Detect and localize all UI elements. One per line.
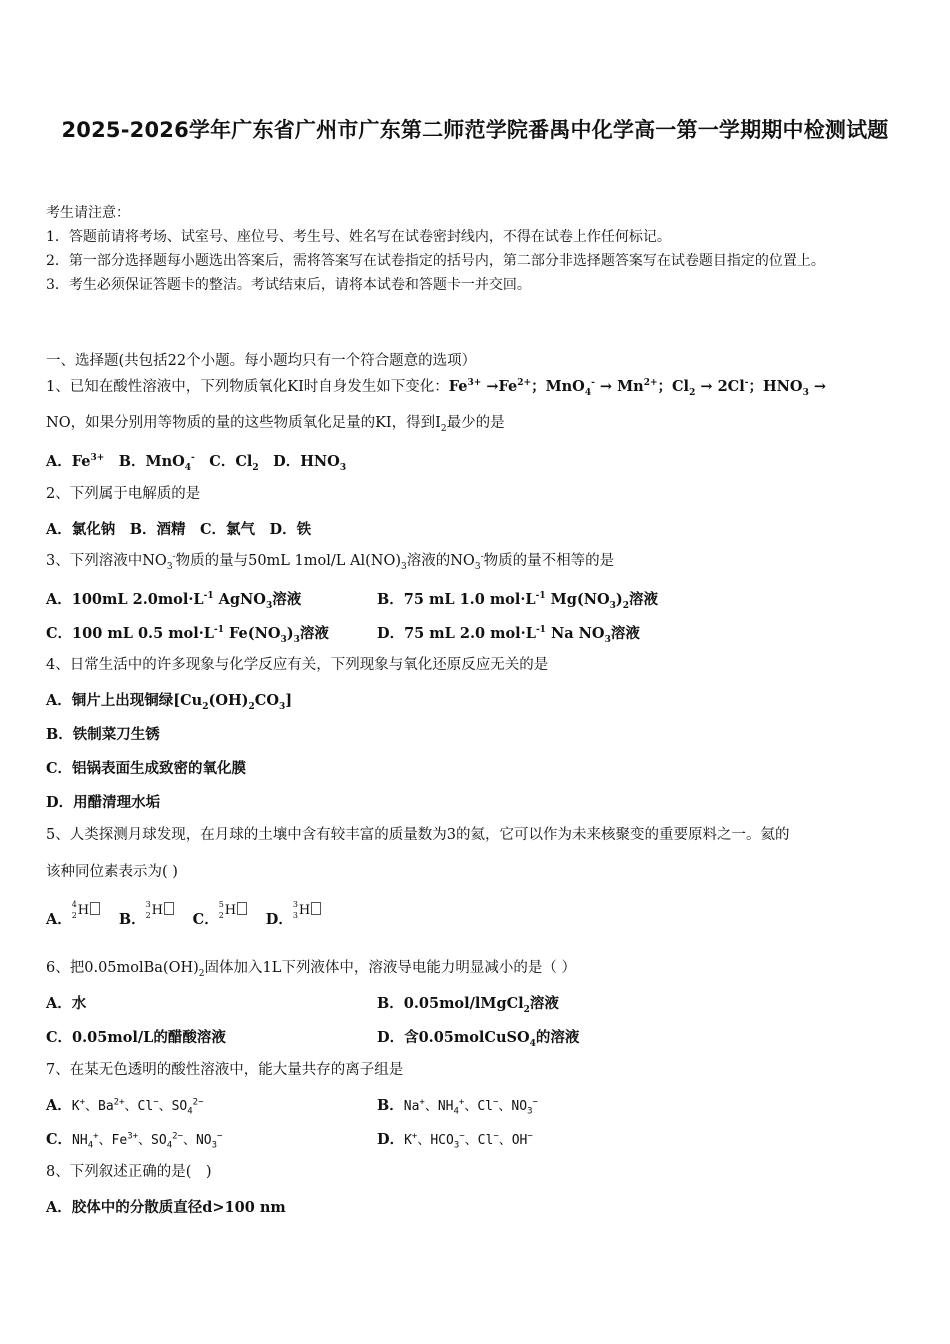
question-3: 3、下列溶液中$NO_3^-$物质的量与50mL 1mol/L $Al(NO)_3$溶液的$NO_3^-$物质的量不相等的是 xyxy=(46,552,615,572)
question-4-option-d: D．用醋清理水垢 xyxy=(46,794,161,811)
question-4-option-c: C．铝锅表面生成致密的氧化膜 xyxy=(46,760,247,777)
isotope-symbol: 4 2 H xyxy=(72,904,104,930)
question-3-option-d: D．75 mL 2.0 $mol\cdot L^{-1}$ Na $NO_3$溶液 xyxy=(377,625,640,645)
page-title: 2025-2026学年广东省广州市广东第二师范学院番禺中化学高一第一学期期中检测试题 xyxy=(61,118,889,142)
question-1-cont: NO，如果分别用等物质的量的这些物质氧化足量的KI，得到$I_2$最少的是 xyxy=(46,415,505,434)
question-7-option-b: B．Na+、$NH_4^+$、Cl−、$NO_3^-$ xyxy=(377,1097,538,1117)
question-6: 6、把$0.05molBa(OH)_2$固体加入1L下列液体中，溶液导电能力明显减小的是（ ） xyxy=(46,960,576,979)
notes-section xyxy=(46,201,906,297)
question-7-option-a: A．K+、$Ba^{2+}$、Cl−、$SO_4^{2-}$ xyxy=(46,1097,204,1117)
question-6-option-c: C．0.05mol/L的醋酸溶液 xyxy=(46,1029,226,1046)
question-5-options: A． 4 2 H B． 3 2 H C． 5 2 H D． 3 3 H xyxy=(46,904,325,930)
isotope-symbol: 3 3 H xyxy=(293,904,325,930)
question-4: 4、日常生活中的许多现象与化学反应有关，下列现象与氧化还原反应无关的是 xyxy=(46,657,549,673)
question-2-options: A．氯化钠 B．酒精 C．氯气 D．铁 xyxy=(46,521,312,538)
question-4-option-b: B．铁制菜刀生锈 xyxy=(46,726,160,743)
question-stem: 在某无色透明的酸性溶液中，能大量共存的离子组是 xyxy=(69,1062,404,1078)
question-8: 8、下列叙述正确的是( ) xyxy=(46,1164,212,1180)
reaction-list: $Fe^{3+} \to Fe^{2+}$；$MnO_4^- \to Mn^{2+}$；$Cl_2 \to 2Cl^-$；$HNO_3$ → xyxy=(448,378,827,398)
note-item: 3．考生必须保证答题卡的整洁。考试结束后，请将本试卷和答题卡一并交回。 xyxy=(46,277,531,293)
question-7: 7、在某无色透明的酸性溶液中，能大量共存的离子组是 xyxy=(46,1062,404,1078)
question-1 xyxy=(46,377,906,397)
question-5-cont: 该种同位素表示为( ) xyxy=(46,864,178,880)
question-stem: 下列叙述正确的是( ) xyxy=(69,1164,212,1180)
question-number: 1、 xyxy=(46,379,70,395)
isotope-symbol: 5 2 H xyxy=(219,904,251,930)
question-5: 5、人类探测月球发现，在月球的土壤中含有较丰富的质量数为3的氦，它可以作为未来核聚变的重要原料之一。氦的 xyxy=(46,827,790,843)
question-3-option-c: C．100 mL 0.5 $mol\cdot L^{-1}$ $Fe(NO_3)_3$溶液 xyxy=(46,625,329,645)
question-stem: 人类探测月球发现，在月球的土壤中含有较丰富的质量数为3的氦，它可以作为未来核聚变的重要原料之一。氦的 xyxy=(69,827,790,843)
question-stem: 日常生活中的许多现象与化学反应有关，下列现象与氧化还原反应无关的是 xyxy=(69,657,549,673)
question-stem: NO，如果分别用等物质的量的这些物质氧化足量的KI，得到I xyxy=(46,415,441,431)
question-7-option-d: D．K+、$HCO_3^-$、Cl−、OH− xyxy=(377,1131,533,1151)
question-6-option-d: D．含0.05molCuSO$_4$的溶液 xyxy=(377,1029,580,1049)
section-heading: 一、选择题(共包括22个小题。每小题均只有一个符合题意的选项） xyxy=(46,353,477,369)
question-2: 2、下列属于电解质的是 xyxy=(46,486,201,502)
isotope-symbol: 3 2 H xyxy=(146,904,178,930)
question-6-option-b: B．0.05mol/lMgCl$_2$溶液 xyxy=(377,995,559,1015)
note-item: 1．答题前请将考场、试室号、座位号、考生号、姓名写在试卷密封线内，不得在试卷上作任何标记。 xyxy=(46,229,671,245)
question-7-option-c: C．$NH_4^+$、$Fe^{3+}$、$SO_4^{2-}$、$NO_3^-$ xyxy=(46,1131,223,1151)
question-8-option-a: A．胶体中的分散质直径d>100 nm xyxy=(46,1199,286,1216)
question-3-option-a: A．100mL $2.0mol\cdot L^{-1}$ AgNO$_3$溶液 xyxy=(46,591,302,611)
question-stem: 下列属于电解质的是 xyxy=(69,486,201,502)
question-1-options: A．$Fe^{3+}$ B．MnO$_4$- C．$Cl_2$ D．$HNO_3$ xyxy=(46,453,347,473)
question-3-option-b: B．75 mL 1.0 $mol\cdot L^{-1}$ $Mg(NO_3)_2$溶液 xyxy=(377,591,658,611)
question-4-option-a: A．铜片上出现铜绿$[Cu_2(OH)_2CO_3]$ xyxy=(46,692,293,712)
notes-heading: 考生请注意： xyxy=(46,205,130,221)
question-stem: 已知在酸性溶液中，下列物质氧化KI时自身发生如下变化： xyxy=(69,379,449,395)
note-item: 2．第一部分选择题每小题选出答案后，需将答案写在试卷指定的括号内，第二部分非选择题答案写在试卷题目指定的位置上。 xyxy=(46,253,825,269)
question-6-option-a: A．水 xyxy=(46,995,87,1012)
